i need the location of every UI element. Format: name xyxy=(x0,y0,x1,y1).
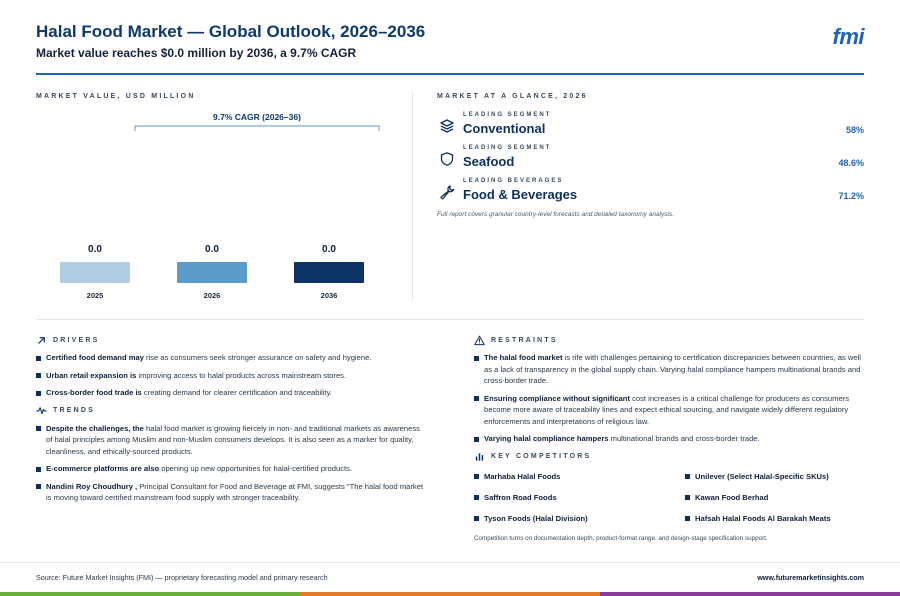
competitors-grid xyxy=(474,471,864,524)
glance-footnote: Full report covers granular country-level forecasts and detailed taxonomy analysis. xyxy=(437,211,675,218)
competitor-item: Tyson Foods (Halal Division) xyxy=(474,513,685,524)
glance-segment-name: Conventional xyxy=(463,121,546,136)
footer-divider xyxy=(0,562,900,563)
competitors-header xyxy=(474,451,864,463)
competitors-label: KEY COMPETITORS xyxy=(491,453,592,460)
restraints-competitors-column xyxy=(474,334,864,542)
glance-segment-name: Seafood xyxy=(463,154,515,169)
glance-segment-name: Food & Beverages xyxy=(463,187,578,202)
driver-item: Urban retail expansion is improving access to halal products across mainstream stores. xyxy=(36,370,426,382)
trend-item: Despite the challenges, the halal food market is growing fiercely in non- and traditional markets as awareness of halal principles among Muslim and non-Muslim consumers develops. It is also seen as a marker for quality, cleanliness, and ethically-sourced products. xyxy=(36,423,426,458)
x-tick-label: 2036 xyxy=(320,291,338,300)
bar-2036 xyxy=(294,262,364,283)
bar-chart-icon xyxy=(474,451,485,462)
drivers-trends-column xyxy=(36,334,426,510)
warning-icon xyxy=(474,335,485,346)
trends-list xyxy=(36,423,426,504)
trends-header xyxy=(36,405,426,417)
drivers-list xyxy=(36,352,426,399)
restraints-header xyxy=(474,334,864,346)
restraint-item: Ensuring compliance without significant cost increases is a critical challenge for producers as consumers become more aware of traceability lines and expect ethical sourcing, and navigate widely different regulatory enforcements and interpretations of religious law. xyxy=(474,393,864,428)
page-subtitle: Market value reaches $0.0 million by 2036, a 9.7% CAGR xyxy=(36,46,357,60)
chart-section-label: MARKET VALUE, USD MILLION xyxy=(36,93,196,100)
panel-divider xyxy=(412,92,413,300)
drivers-label: DRIVERS xyxy=(53,336,100,344)
competitor-item: Saffron Road Foods xyxy=(474,492,685,503)
bar-value-label: 0.0 xyxy=(322,244,336,255)
x-tick-label: 2025 xyxy=(86,291,104,300)
cagr-annotation: 9.7% CAGR (2026–36) xyxy=(213,112,301,122)
fmi-logo[interactable]: fmi xyxy=(832,24,864,49)
market-value-chart xyxy=(36,92,396,302)
x-tick-label: 2026 xyxy=(203,291,221,300)
driver-item: Cross-border food trade is creating demand for clearer certification and traceability. xyxy=(36,387,426,399)
header-divider xyxy=(36,73,864,75)
glance-item-seafood xyxy=(437,145,864,177)
glance-kicker: LEADING BEVERAGES xyxy=(463,178,564,184)
glance-kicker: LEADING SEGMENT xyxy=(463,145,552,151)
footer-website-link[interactable]: www.futuremarketinsights.com xyxy=(757,573,864,582)
bar-2026 xyxy=(177,262,247,283)
footer-source: Source: Future Market Insights (FMI) — proprietary forecasting model and primary research xyxy=(36,573,328,582)
glance-share-value: 48.6% xyxy=(838,158,864,168)
bottom-color-bar xyxy=(0,592,900,596)
shield-icon xyxy=(439,151,455,167)
glance-share-value: 58% xyxy=(845,125,864,135)
bottom-bar-segment-purple xyxy=(600,592,900,596)
restraint-item: Varying halal compliance hampers multinational brands and cross-border trade. xyxy=(474,433,864,445)
glance-item-food-beverages xyxy=(437,178,864,210)
restraints-list xyxy=(474,352,864,445)
trending-up-icon xyxy=(36,335,47,346)
layers-icon xyxy=(439,118,455,134)
trends-label: TRENDS xyxy=(53,407,95,414)
restraints-label: RESTRAINTS xyxy=(491,336,558,344)
bar-value-label: 0.0 xyxy=(88,244,102,255)
market-value-chart-panel xyxy=(36,92,396,302)
cagr-bracket xyxy=(135,126,379,131)
competitor-item: Hafsah Halal Foods Al Barakah Meats xyxy=(685,513,865,524)
glance-section-label: MARKET AT A GLANCE, 2026 xyxy=(437,93,588,100)
bar-2025 xyxy=(60,262,130,283)
restraint-item: The halal food market is rife with challenges pertaining to certification discrepancies between countries, as well as a lack of transparency in the global supply chain. Varying halal compliance hampers multinational brands and cross-border trade. xyxy=(474,352,864,387)
glance-item-conventional xyxy=(437,112,864,144)
bottom-bar-segment-orange xyxy=(300,592,600,596)
drivers-header xyxy=(36,334,426,346)
competitor-item: Marhaba Halal Foods xyxy=(474,471,685,482)
page-title: Halal Food Market — Global Outlook, 2026–2036 xyxy=(36,22,426,41)
trend-item: Nandini Roy Choudhury , Principal Consultant for Food and Beverage at FMI, suggests "The halal food market is moving toward certified mainstream food supply with stronger traceability. xyxy=(36,481,426,504)
pulse-icon xyxy=(36,405,47,416)
competitors-footnote: Competition turns on documentation depth, product-format range, and design-stage specification support. xyxy=(474,534,768,542)
driver-item: Certified food demand may rise as consumers seek stronger assurance on safety and hygiene. xyxy=(36,352,426,364)
section-divider xyxy=(36,319,864,320)
bottom-bar-segment-green xyxy=(0,592,300,596)
trend-item: E-commerce platforms are also opening up new opportunities for halal-certified products. xyxy=(36,463,426,475)
competitor-item: Kawan Food Berhad xyxy=(685,492,865,503)
competitor-item: Unilever (Select Halal-Specific SKUs) xyxy=(685,471,865,482)
bar-value-label: 0.0 xyxy=(205,244,219,255)
glance-share-value: 71.2% xyxy=(838,191,864,201)
wrench-icon xyxy=(439,184,455,200)
glance-kicker: LEADING SEGMENT xyxy=(463,112,552,118)
